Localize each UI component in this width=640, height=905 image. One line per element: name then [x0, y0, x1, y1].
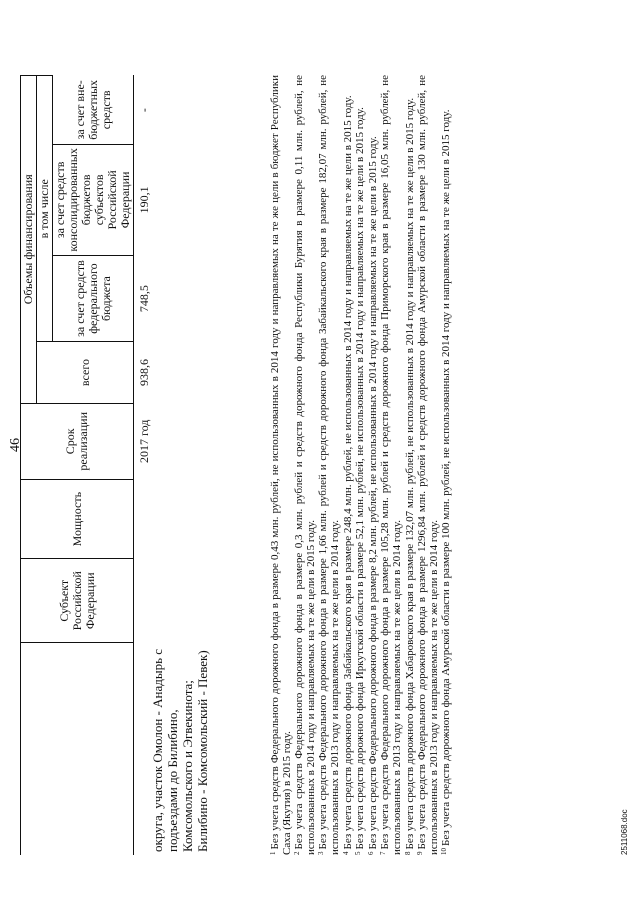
row-capacity: [134, 480, 212, 559]
footnote-number: 9: [416, 851, 425, 855]
row-extra-budget: -: [137, 108, 151, 113]
footnote: [405, 75, 417, 855]
footnote-number: 2: [293, 851, 302, 855]
footnote-number: 6: [366, 851, 375, 855]
footnote-text: Без учета средств дорожного фонда Забайкальского края в размере 248,4 млн. рублей, не использованных в 2014 году и направляемых на те же цели в 2015 году.: [341, 95, 354, 850]
footnote: [417, 75, 440, 855]
header-funding-volumes: Объемы финансирования: [21, 76, 37, 404]
footnote-number: 10: [440, 848, 449, 855]
row-total: 938,6: [137, 359, 151, 387]
footnote-text: Без учета средств Федерального дорожного фонда в размере 8,2 млн. рублей, не использованных в 2014 году и направляемых на те же цели в 2015 году.: [366, 136, 379, 850]
funding-table: [20, 75, 211, 855]
footnote: [441, 75, 453, 855]
header-period: Срок реализации: [21, 403, 134, 479]
footnote-number: 8: [403, 851, 412, 855]
footnote-text: Без учета средств Федерального дорожного фонда в размере 1,66 млн. рублей и средств дорожного фонда Забайкальского края в размере 182,07 млн. рублей, не использованных в 2013 году и направляемых на те же цели в 2014 году.: [317, 75, 341, 855]
row-regional: 190,1: [137, 186, 151, 214]
footnote-number: 5: [354, 851, 363, 855]
footnote-number: 4: [341, 851, 350, 855]
footnote: [294, 75, 317, 855]
footnote-text: Без учета средств дорожного фонда Хабаровского края в размере 132,07 млн. рублей, не использованных в 2014 году и направляемых на те же цели в 2015 году.: [403, 97, 416, 850]
row-subject: [134, 559, 212, 643]
header-empty-name: [21, 643, 134, 855]
footnote: [343, 75, 355, 855]
header-regional: за счет средств консолидированных бюджетов субъектов Российской Федерации: [53, 145, 134, 256]
footnote: [380, 75, 403, 855]
footnotes: [270, 75, 454, 855]
footnote: [318, 75, 341, 855]
row-object-name: округа, участок Омолон - Анадырь с подъездами до Билибино, Комсомольского и Эгвекинота; Билибино - Комсомольский - Певек): [150, 648, 210, 852]
header-capacity: Мощность: [21, 480, 134, 559]
footnote-text: Без учета средств Федерального дорожного фонда в размере 105,28 млн. рублей и средств дорожного фонда Приморского края в размере 16,05 млн. рублей, не использованных в 2013 году и направляемых на те же цели в 2014 году.: [379, 75, 403, 855]
page-number: 46: [8, 438, 23, 452]
header-federal: за счет средств федерального бюджета: [53, 255, 134, 342]
footnote-number: 3: [317, 851, 326, 855]
document-id: 2511068.doc: [620, 809, 629, 855]
row-federal: 748,5: [137, 285, 151, 313]
footnote: [355, 75, 367, 855]
footnote: [270, 75, 293, 855]
header-extra-budget: за счет вне-бюджетных средств: [53, 76, 134, 145]
footnote-text: Без учета средств дорожного фонда Амурской области в размере 100 млн. рублей, не использованных в 2014 году и направляемых на те же цели в 2015 году.: [440, 109, 453, 846]
header-total: всего: [37, 342, 134, 403]
footnote-text: Без учета средств Федерального дорожного фонда в размере 0,43 млн. рублей, не использованных в 2014 году и направляемых на те же цели в бюджет Республики Саха (Якутия) в 2015 году.: [269, 75, 293, 855]
footnote-text: Без учета средств Федерального дорожного фонда в размере 0,3 млн. рублей и средств дорожного фонда Республики Бурятия в размере 0,11 млн. рублей, не использованных в 2014 году и направляемых на те же цели в 2015 году.: [293, 75, 317, 855]
row-period: 2017 год: [137, 419, 151, 464]
footnote-text: Без учета средств дорожного фонда Иркутской области в размере 52,1 млн. рублей, не использованных в 2014 году и направляемых на те же цели в 2015 году.: [354, 107, 367, 850]
table-row: [134, 76, 212, 856]
header-subject: Субъект Российской Федерации: [21, 559, 134, 643]
header-including: в том числе: [37, 76, 53, 342]
footnote-text: Без учета средств Федерального дорожного фонда в размере 1296,84 млн. рублей и средств дорожного фонда Амурской области в размере 130 млн. рублей, не использованных в 2013 году и направляемых на те же цели в 2014 году.: [416, 75, 440, 855]
footnote-number: 7: [379, 851, 388, 855]
footnote: [368, 75, 380, 855]
footnote-number: 1: [269, 851, 277, 855]
